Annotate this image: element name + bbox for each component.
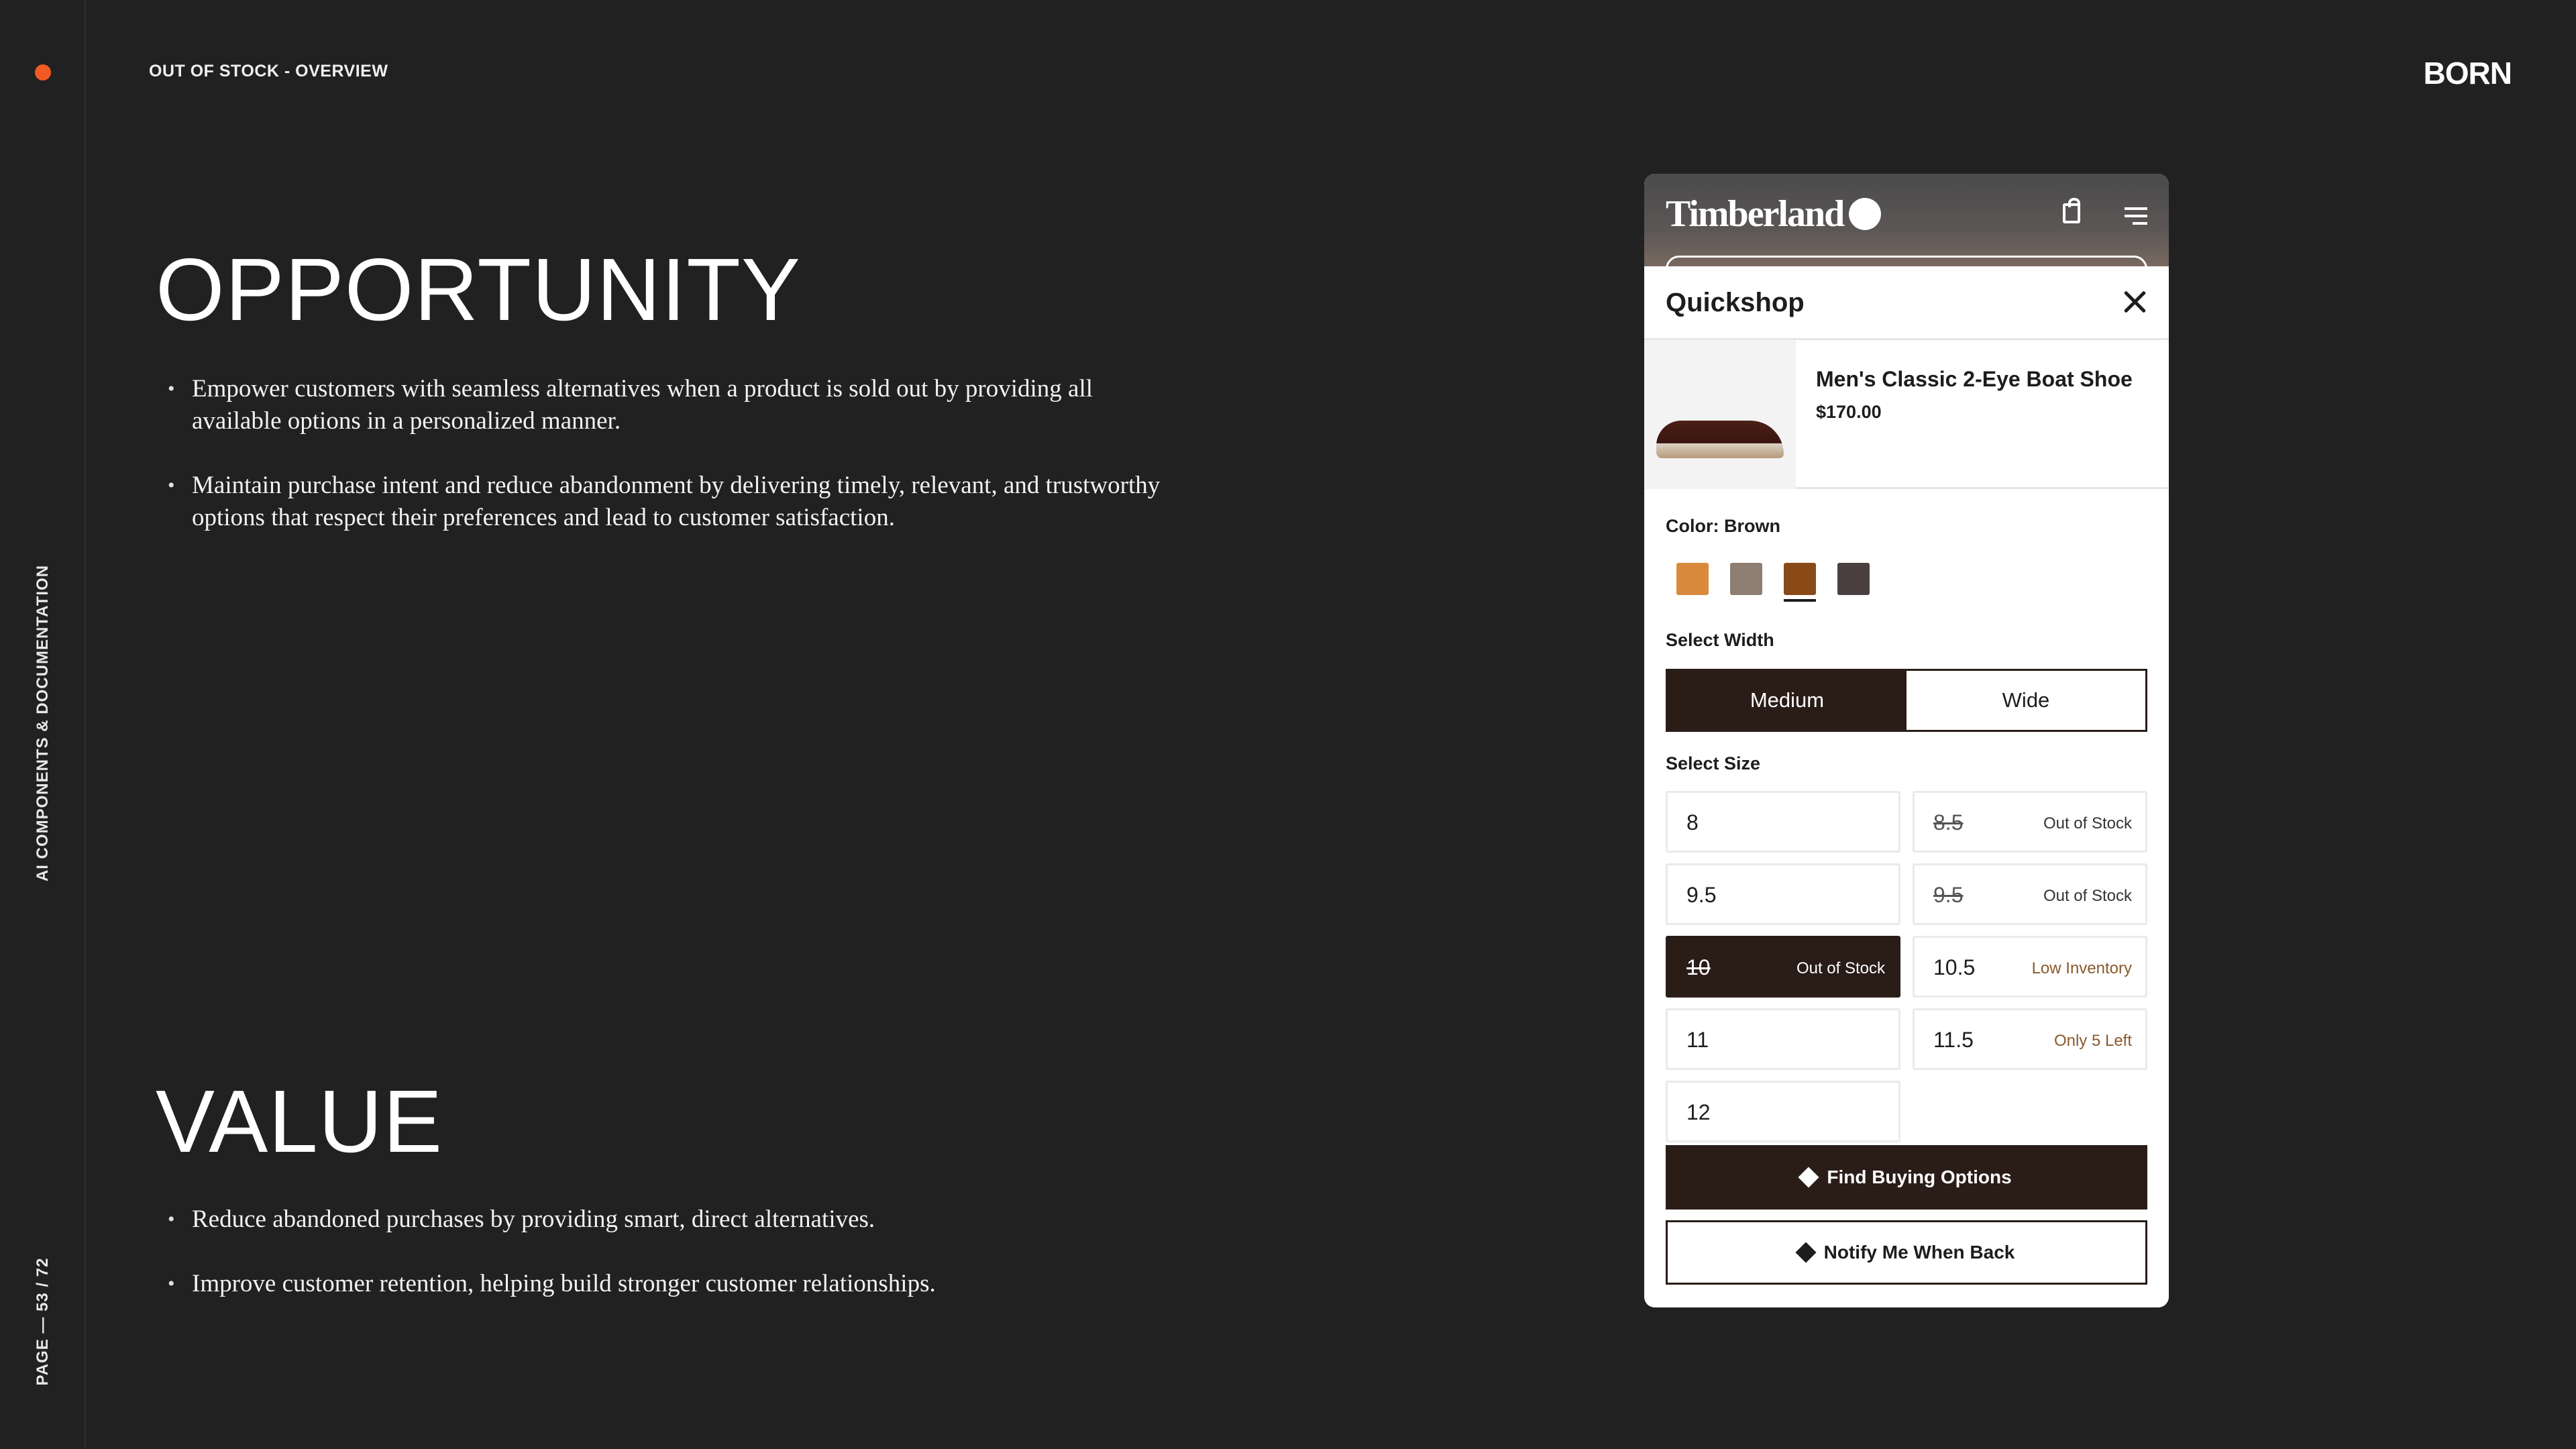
list-item: • Maintain purchase intent and reduce abandonment by delivering timely, relevant, and trustworthy options that respect their preferences and lead to customer satisfaction. <box>168 470 1174 534</box>
sheet-title: Quickshop <box>1666 288 1805 317</box>
size-label: Select Size <box>1666 753 1761 773</box>
sparkle-icon <box>1795 1242 1816 1263</box>
color-swatch[interactable] <box>1676 563 1709 595</box>
list-item: • Reduce abandoned purchases by providing smart, direct alternatives. <box>168 1203 1174 1236</box>
list-item: • Empower customers with seamless alternatives when a product is sold out by providing all available options in a personalized manner. <box>168 373 1174 437</box>
brand-logo: BORN <box>2423 56 2512 91</box>
breadcrumb: OUT OF STOCK - OVERVIEW <box>149 62 388 80</box>
shoe-image <box>1656 421 1784 458</box>
close-icon[interactable] <box>2122 289 2147 315</box>
product-summary <box>1644 340 2169 489</box>
stock-status: Low Inventory <box>2031 959 2132 977</box>
size-option[interactable] <box>1666 791 1900 853</box>
stock-status: Out of Stock <box>1796 959 1885 977</box>
size-number: 10.5 <box>1933 955 1976 979</box>
button-label: Find Buying Options <box>1827 1167 2012 1187</box>
size-number: 9.5 <box>1933 883 1964 907</box>
size-number: 12 <box>1686 1100 1711 1124</box>
color-swatch[interactable] <box>1730 563 1762 595</box>
stock-status: Out of Stock <box>2043 887 2132 905</box>
page-number: PAGE — 53 / 72 <box>34 1257 52 1386</box>
size-option[interactable] <box>1666 936 1900 998</box>
menu-icon[interactable] <box>2125 207 2147 225</box>
size-option[interactable] <box>1913 1008 2147 1070</box>
status-dot <box>35 64 51 80</box>
stock-status: Only 5 Left <box>2053 1032 2132 1050</box>
list-item: • Improve customer retention, helping build stronger customer relationships. <box>168 1268 1174 1300</box>
size-option[interactable] <box>1913 936 2147 998</box>
value-heading: VALUE <box>156 1072 443 1171</box>
size-number: 11 <box>1686 1028 1709 1052</box>
size-option[interactable] <box>1913 791 2147 853</box>
size-option[interactable] <box>1666 1081 1900 1142</box>
sheet-header <box>1644 266 2169 340</box>
width-option-medium[interactable]: Medium <box>1668 671 1907 730</box>
tree-logo-icon <box>1849 198 1881 230</box>
size-number: 11.5 <box>1933 1028 1974 1052</box>
section-label: AI COMPONENTS & DOCUMENTATION <box>34 564 52 882</box>
timberland-logo[interactable] <box>1666 193 1881 235</box>
mobile-mockup <box>1644 174 2169 1307</box>
sparkle-icon <box>1799 1167 1819 1187</box>
shopping-bag-icon[interactable] <box>2063 203 2080 223</box>
notify-me-button[interactable] <box>1666 1220 2147 1285</box>
color-label: Color: Brown <box>1666 516 1780 536</box>
product-price: $170.00 <box>1816 402 1882 422</box>
width-label: Select Width <box>1666 630 1774 650</box>
logo-text: Timberland <box>1666 193 1844 235</box>
color-swatch[interactable] <box>1837 563 1870 595</box>
stock-status: Out of Stock <box>2043 814 2132 833</box>
size-option[interactable] <box>1666 1008 1900 1070</box>
size-number: 8 <box>1686 810 1699 835</box>
size-option[interactable] <box>1666 863 1900 925</box>
opportunity-heading: OPPORTUNITY <box>156 240 802 339</box>
button-label: Notify Me When Back <box>1823 1242 2015 1263</box>
left-rail <box>0 0 86 1449</box>
product-image <box>1644 340 1796 489</box>
product-name: Men's Classic 2-Eye Boat Shoe <box>1816 367 2133 391</box>
size-option[interactable] <box>1913 863 2147 925</box>
size-number: 10 <box>1686 955 1711 979</box>
size-number: 9.5 <box>1686 883 1717 907</box>
find-buying-options-button[interactable] <box>1666 1145 2147 1210</box>
width-toggle <box>1666 669 2147 732</box>
site-header <box>1644 174 2169 268</box>
width-option-wide[interactable]: Wide <box>2002 688 2050 712</box>
size-number: 8.5 <box>1933 810 1964 835</box>
color-swatch[interactable] <box>1784 563 1816 595</box>
value-list <box>168 1203 1174 1332</box>
opportunity-list <box>168 373 1174 566</box>
